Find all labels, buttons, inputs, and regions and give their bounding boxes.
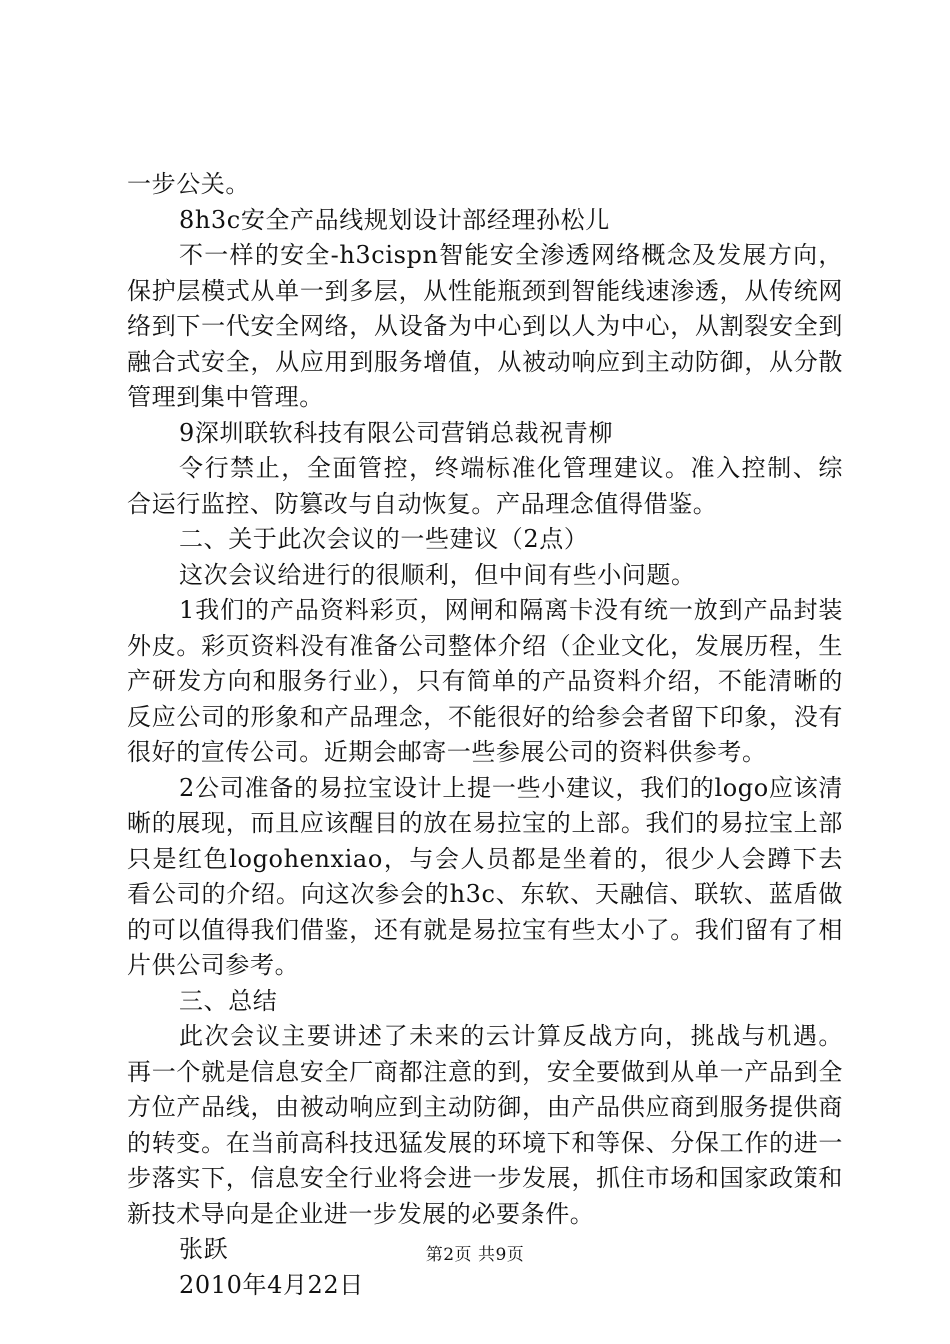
- body-paragraph: 此次会议主要讲述了未来的云计算反战方向，挑战与机遇。再一个就是信息安全厂商都注意的到，安全要做到从单一产品到全方位产品线，由被动响应到主动防御，由产品供应商到服务提供商的转变。在当前高科技迅猛发展的环境下和等保、分保工作的进一步落实下，信息安全行业将会进一步发展，抓住市场和国家政策和新技术导向是企业进一步发展的必要条件。: [127, 1022, 843, 1228]
- body-paragraph: 令行禁止，全面管控，终端标准化管理建议。准入控制、综合运行监控、防篡改与自动恢复。产品理念值得借鉴。: [127, 454, 843, 518]
- body-paragraph: 不一样的安全-h3cispn智能安全渗透网络概念及发展方向，保护层模式从单一到多层，从性能瓶颈到智能线速渗透，从传统网络到下一代安全网络，从设备为中心到以人为中心，从割裂安全到融合式安全，从应用到服务增值，从被动响应到主动防御，从分散管理到集中管理。: [127, 241, 843, 411]
- document-date: 2010年4月22日: [179, 1270, 364, 1299]
- body-paragraph: 这次会议给进行的很顺利，但中间有些小问题。: [179, 560, 696, 589]
- document-body: [127, 167, 843, 1303]
- section-heading: 三、总结: [179, 986, 278, 1015]
- section-heading: 二、关于此次会议的一些建议（2点）: [179, 525, 589, 553]
- page-number-footer: 第2页 共9页: [425, 1245, 525, 1265]
- section-heading-speaker: 8h3c安全产品线规划设计部经理孙松儿: [179, 205, 610, 234]
- author-signature: 张跃: [179, 1235, 229, 1263]
- body-paragraph: 一步公关。: [127, 170, 250, 198]
- section-heading-speaker: 9深圳联软科技有限公司营销总裁祝青柳: [179, 418, 614, 447]
- body-paragraph: 1我们的产品资料彩页，网闸和隔离卡没有统一放到产品封装外皮。彩页资料没有准备公司整体介绍（企业文化，发展历程，生产研发方向和服务行业），只有简单的产品资料介绍，不能清晰的反应公司的形象和产品理念，不能很好的给参会者留下印象，没有很好的宣传公司。近期会邮寄一些参展公司的资料供参考。: [127, 596, 843, 766]
- body-paragraph: 2公司准备的易拉宝设计上提一些小建议，我们的logo应该清晰的展现，而且应该醒目的放在易拉宝的上部。我们的易拉宝上部只是红色logohenxiao，与会人员都是坐着的，很少人会蹲下去看公司的介绍。向这次参会的h3c、东软、天融信、联软、蓝盾做的可以值得我们借鉴，还有就是易拉宝有些太小了。我们留有了相片供公司参考。: [127, 773, 843, 979]
